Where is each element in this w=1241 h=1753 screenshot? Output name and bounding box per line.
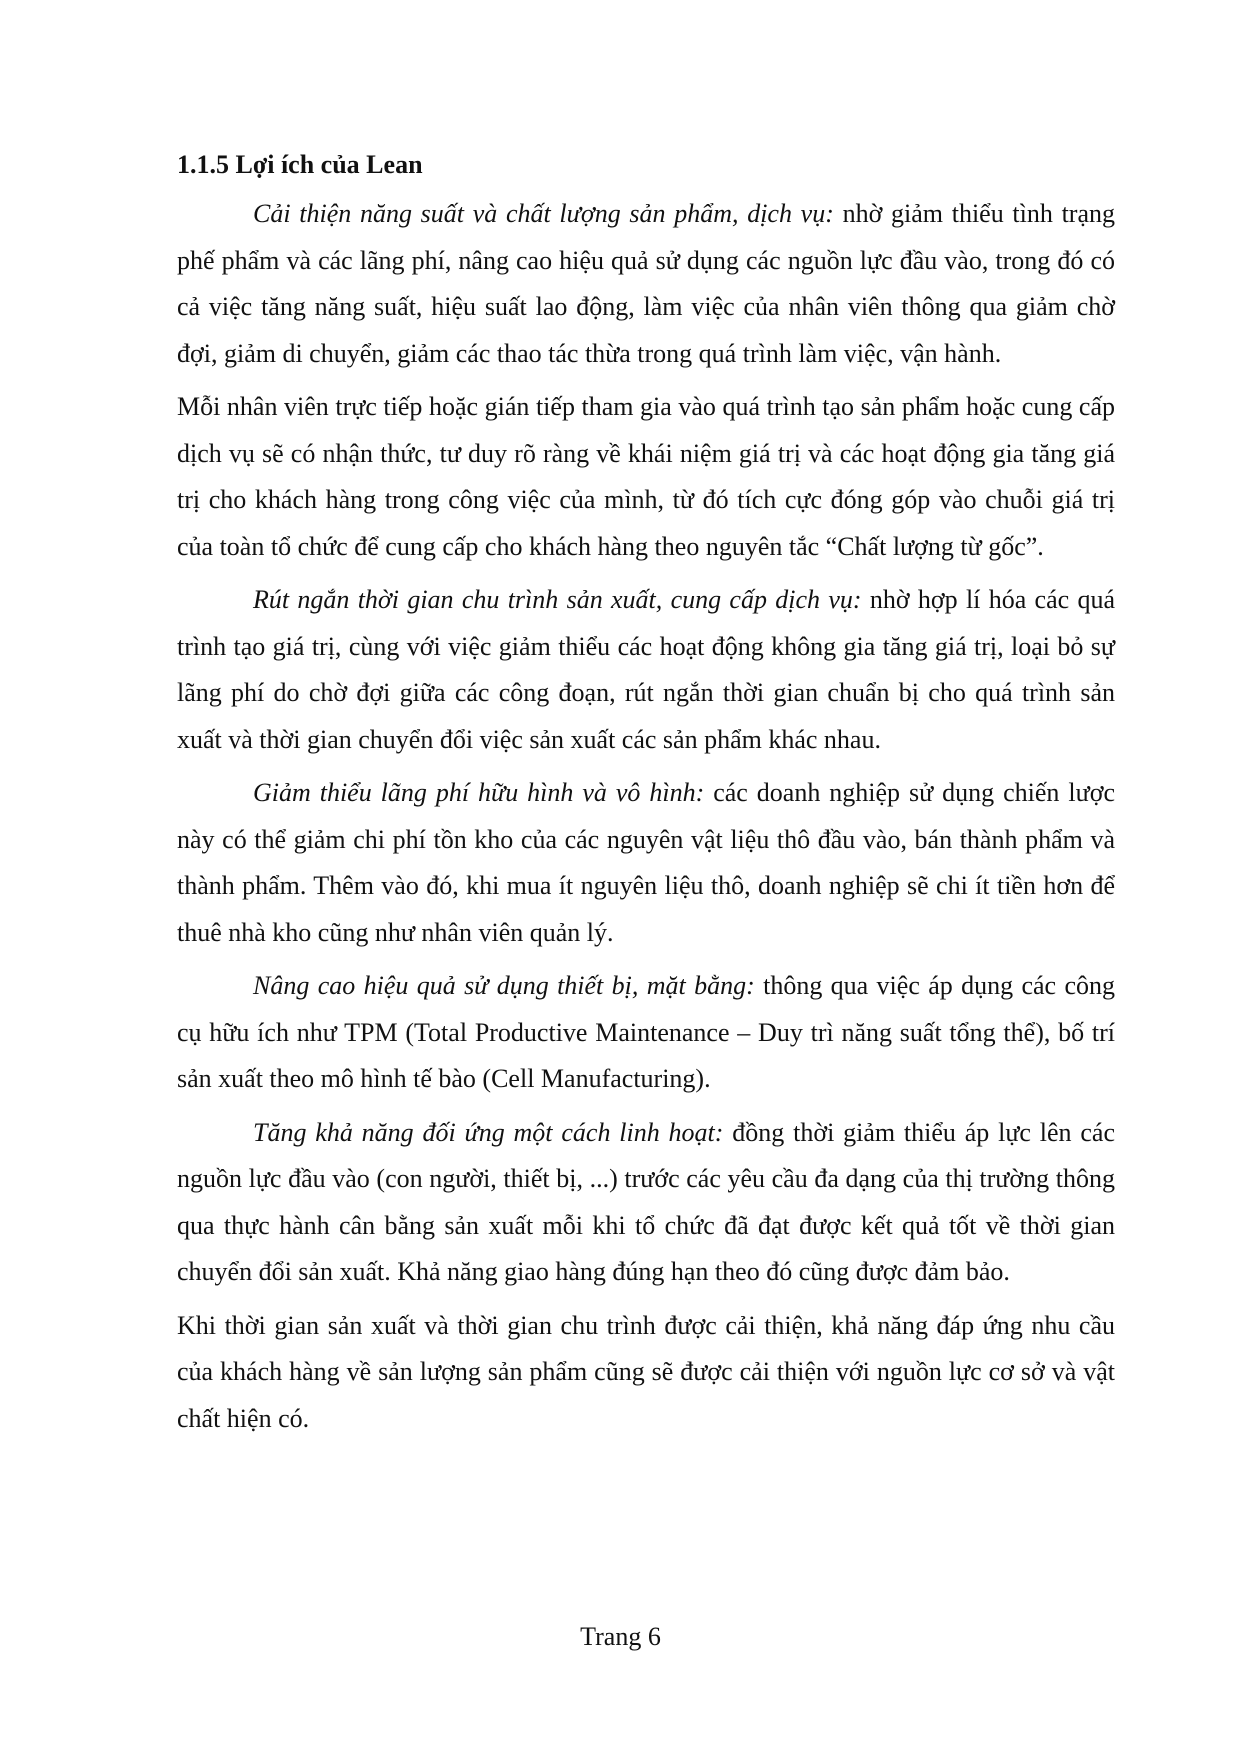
paragraph-lead: Tăng khả năng đối ứng một cách linh hoạt: <box>253 1117 724 1147</box>
section-heading: 1.1.5 Lợi ích của Lean <box>177 150 423 179</box>
paragraph-lead: Cải thiện năng suất và chất lượng sản phẩm, dịch vụ: <box>253 199 834 228</box>
paragraph-lead: Rút ngắn thời gian chu trình sản xuất, cung cấp dịch vụ: <box>253 585 862 614</box>
paragraph-text: Khi thời gian sản xuất và thời gian chu trình được cải thiện, khả năng đáp ứng nhu cầu của khách hàng về sản lượng sản phẩm cũng sẽ được cải thiện với nguồn lực cơ sở và vật chất hiện có. <box>177 1310 1115 1433</box>
paragraph-productivity <box>177 191 1115 377</box>
paragraph-text: các doanh nghiệp sử dụng chiến lược này có thể giảm chi phí tồn kho của các nguyên vật liệu thô đầu vào, bán thành phẩm và thành phẩm. Thêm vào đó, khi mua ít nguyên liệu thô, doanh nghiệp sẽ chi ít tiền hơn để thuê nhà kho cũng như nhân viên quản lý. <box>177 778 1116 947</box>
paragraph-employee-awareness <box>177 384 1115 570</box>
document-body <box>177 142 1115 1449</box>
paragraph-flexibility <box>177 1110 1115 1296</box>
paragraph-equipment-efficiency <box>177 963 1115 1103</box>
paragraph-lead: Nâng cao hiệu quả sử dụng thiết bị, mặt bằng: <box>253 971 755 1000</box>
paragraph-waste-reduction <box>177 770 1115 956</box>
paragraph-text: nhờ hợp lí hóa các quá trình tạo giá trị, cùng với việc giảm thiểu các hoạt động không gia tăng giá trị, loại bỏ sự lãng phí do chờ đợi giữa các công đoạn, rút ngắn thời gian chuẩn bị cho quá trình sản xuất và thời gian chuyển đổi việc sản xuất các sản phẩm khác nhau. <box>177 585 1115 754</box>
paragraph-text: đồng thời giảm thiểu áp lực lên các nguồn lực đầu vào (con người, thiết bị, ...) trước các yêu cầu đa dạng của thị trường thông qua thực hành cân bằng sản xuất mỗi khi tổ chức đã đạt được kết quả tốt về thời gian chuyển đổi sản xuất. Khả năng giao hàng đúng hạn theo đó cũng được đảm bảo. <box>177 1117 1115 1286</box>
paragraph-cycle-time <box>177 577 1115 763</box>
paragraph-customer-demand <box>177 1303 1115 1443</box>
paragraph-text: Mỗi nhân viên trực tiếp hoặc gián tiếp tham gia vào quá trình tạo sản phẩm hoặc cung cấp dịch vụ sẽ có nhận thức, tư duy rõ ràng về khái niệm giá trị và các hoạt động gia tăng giá trị cho khách hàng trong công việc của mình, từ đó tích cực đóng góp vào chuỗi giá trị của toàn tổ chức để cung cấp cho khách hàng theo nguyên tắc “Chất lượng từ gốc”. <box>177 392 1115 561</box>
paragraph-text: thông qua việc áp dụng các công cụ hữu ích như TPM (Total Productive Maintenance – Duy trì năng suất tổng thể), bố trí sản xuất theo mô hình tế bào (Cell Manufacturing). <box>177 971 1115 1093</box>
paragraph-text: nhờ giảm thiểu tình trạng phế phẩm và các lãng phí, nâng cao hiệu quả sử dụng các nguồn lực đầu vào, trong đó có cả việc tăng năng suất, hiệu suất lao động, làm việc của nhân viên thông qua giảm chờ đợi, giảm di chuyển, giảm các thao tác thừa trong quá trình làm việc, vận hành. <box>177 199 1116 368</box>
page-number: Trang 6 <box>580 1622 661 1651</box>
paragraph-lead: Giảm thiểu lãng phí hữu hình và vô hình: <box>253 778 705 807</box>
